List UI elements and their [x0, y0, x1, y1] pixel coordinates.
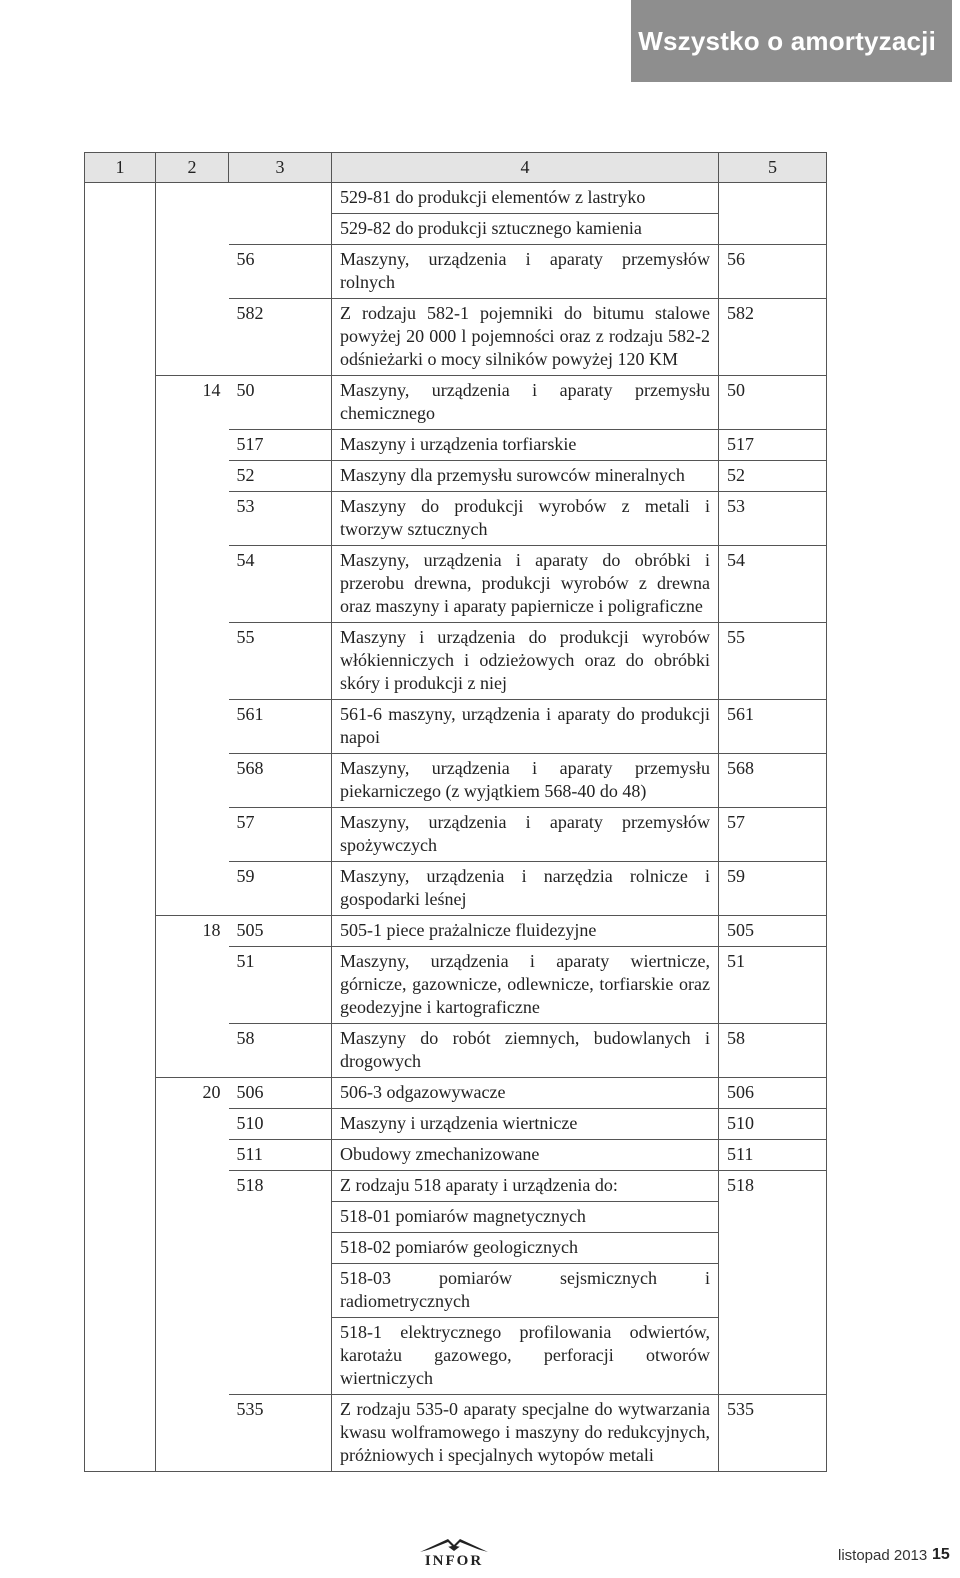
table-header-row — [85, 153, 827, 183]
description-cell: Maszyny, urządzenia i aparaty wiertnicze, górnicze, gazownicze, odlewnicze, torfiarskie oraz geodezyjne i kartograficzne — [332, 947, 719, 1024]
code-cell: 53 — [229, 492, 332, 546]
description-cell: Maszyny, urządzenia i narzędzia rolnicze i gospodarki leśnej — [332, 862, 719, 916]
infor-logo — [410, 1536, 498, 1572]
kst-code-cell: 517 — [719, 430, 827, 461]
code-cell: 510 — [229, 1109, 332, 1140]
section-header — [631, 0, 952, 82]
kst-code-cell: 54 — [719, 546, 827, 623]
table-row — [85, 376, 827, 430]
kst-code-cell: 582 — [719, 299, 827, 376]
code-cell: 52 — [229, 461, 332, 492]
code-cell: 535 — [229, 1395, 332, 1472]
description-cell: 506-3 odgazowywacze — [332, 1078, 719, 1109]
code-cell: 511 — [229, 1140, 332, 1171]
code-cell — [229, 214, 332, 245]
kst-code-cell: 506 — [719, 1078, 827, 1109]
column-header: 4 — [332, 153, 719, 183]
description-cell: Maszyny, urządzenia i aparaty przemysłów spożywczych — [332, 808, 719, 862]
kst-code-cell: 535 — [719, 1395, 827, 1472]
column-1-cell — [85, 183, 156, 1472]
description-cell: 518-03 pomiarów sejsmicznych i radiometrycznych — [332, 1264, 719, 1318]
description-cell: Maszyny, urządzenia i aparaty przemysłów rolnych — [332, 245, 719, 299]
kst-code-cell: 505 — [719, 916, 827, 947]
description-cell: Z rodzaju 518 aparaty i urządzenia do: — [332, 1171, 719, 1202]
code-cell: 59 — [229, 862, 332, 916]
kst-code-cell — [719, 1202, 827, 1233]
description-cell: 561-6 maszyny, urządzenia i aparaty do produkcji napoi — [332, 700, 719, 754]
code-cell: 57 — [229, 808, 332, 862]
kst-code-cell: 568 — [719, 754, 827, 808]
code-cell — [229, 183, 332, 214]
kst-code-cell: 51 — [719, 947, 827, 1024]
code-cell: 50 — [229, 376, 332, 430]
kst-code-cell: 518 — [719, 1171, 827, 1202]
table-row — [85, 916, 827, 947]
description-cell: Maszyny dla przemysłu surowców mineralnych — [332, 461, 719, 492]
kst-code-cell — [719, 214, 827, 245]
kst-code-cell: 57 — [719, 808, 827, 862]
code-cell: 582 — [229, 299, 332, 376]
code-cell — [229, 1318, 332, 1395]
column-header: 1 — [85, 153, 156, 183]
description-cell: 505-1 piece prażalnicze fluidezyjne — [332, 916, 719, 947]
group-number-cell: 14 — [156, 376, 229, 916]
group-number-cell: 18 — [156, 916, 229, 1078]
description-cell: 518-1 elektrycznego profilowania odwiertów, karotażu gazowego, perforacji otworów wiertniczych — [332, 1318, 719, 1395]
kst-code-cell — [719, 1318, 827, 1395]
table-row — [85, 1078, 827, 1109]
description-cell: Z rodzaju 582-1 pojemniki do bitumu stalowe powyżej 20 000 l pojemności oraz z rodzaju 582-2 odśnieżarki o mocy silników powyżej 120 KM — [332, 299, 719, 376]
issue-date: listopad 2013 — [838, 1547, 928, 1564]
kst-code-cell: 50 — [719, 376, 827, 430]
code-cell — [229, 1264, 332, 1318]
code-cell — [229, 1202, 332, 1233]
description-cell: Maszyny, urządzenia i aparaty przemysłu piekarniczego (z wyjątkiem 568-40 do 48) — [332, 754, 719, 808]
description-cell: Maszyny i urządzenia wiertnicze — [332, 1109, 719, 1140]
kst-code-cell: 561 — [719, 700, 827, 754]
description-cell: 529-81 do produkcji elementów z lastryko — [332, 183, 719, 214]
group-number-cell: 20 — [156, 1078, 229, 1472]
kst-code-cell: 52 — [719, 461, 827, 492]
code-cell: 506 — [229, 1078, 332, 1109]
code-cell: 58 — [229, 1024, 332, 1078]
code-cell: 505 — [229, 916, 332, 947]
table-row — [85, 183, 827, 214]
column-header: 3 — [229, 153, 332, 183]
logo-text: INFOR — [424, 1553, 484, 1569]
code-cell: 55 — [229, 623, 332, 700]
kst-code-cell: 56 — [719, 245, 827, 299]
kst-code-cell: 55 — [719, 623, 827, 700]
description-cell: Obudowy zmechanizowane — [332, 1140, 719, 1171]
code-cell: 51 — [229, 947, 332, 1024]
page-number: 15 — [932, 1546, 950, 1563]
code-cell: 54 — [229, 546, 332, 623]
section-title: Wszystko o amortyzacji — [638, 25, 936, 56]
description-cell: 529-82 do produkcji sztucznego kamienia — [332, 214, 719, 245]
group-number-cell — [156, 183, 229, 376]
kst-code-cell: 511 — [719, 1140, 827, 1171]
kst-code-cell: 58 — [719, 1024, 827, 1078]
description-cell: 518-01 pomiarów magnetycznych — [332, 1202, 719, 1233]
description-cell: Maszyny i urządzenia do produkcji wyrobów włókienniczych i odzieżowych oraz do obróbki skóry i produkcji z niej — [332, 623, 719, 700]
depreciation-table — [84, 152, 827, 1472]
description-cell: Maszyny i urządzenia torfiarskie — [332, 430, 719, 461]
kst-code-cell: 53 — [719, 492, 827, 546]
description-cell: Maszyny, urządzenia i aparaty do obróbki i przerobu drewna, produkcji wyrobów z drewna oraz maszyny i aparaty papiernicze i poligraficzne — [332, 546, 719, 623]
description-cell: Maszyny do produkcji wyrobów z metali i tworzyw sztucznych — [332, 492, 719, 546]
code-cell — [229, 1233, 332, 1264]
description-cell: Maszyny, urządzenia i aparaty przemysłu chemicznego — [332, 376, 719, 430]
column-header: 2 — [156, 153, 229, 183]
kst-code-cell: 510 — [719, 1109, 827, 1140]
logo-wing-icon — [418, 1536, 490, 1554]
kst-code-cell — [719, 1264, 827, 1318]
description-cell: Maszyny do robót ziemnych, budowlanych i drogowych — [332, 1024, 719, 1078]
kst-code-cell — [719, 1233, 827, 1264]
kst-code-cell — [719, 183, 827, 214]
code-cell: 517 — [229, 430, 332, 461]
code-cell: 518 — [229, 1171, 332, 1202]
code-cell: 561 — [229, 700, 332, 754]
column-header: 5 — [719, 153, 827, 183]
kst-code-cell: 59 — [719, 862, 827, 916]
code-cell: 568 — [229, 754, 332, 808]
code-cell: 56 — [229, 245, 332, 299]
description-cell: Z rodzaju 535-0 aparaty specjalne do wytwarzania kwasu wolframowego i maszyny do redukcyjnych, próżniowych i specjalnych wytopów metali — [332, 1395, 719, 1472]
description-cell: 518-02 pomiarów geologicznych — [332, 1233, 719, 1264]
